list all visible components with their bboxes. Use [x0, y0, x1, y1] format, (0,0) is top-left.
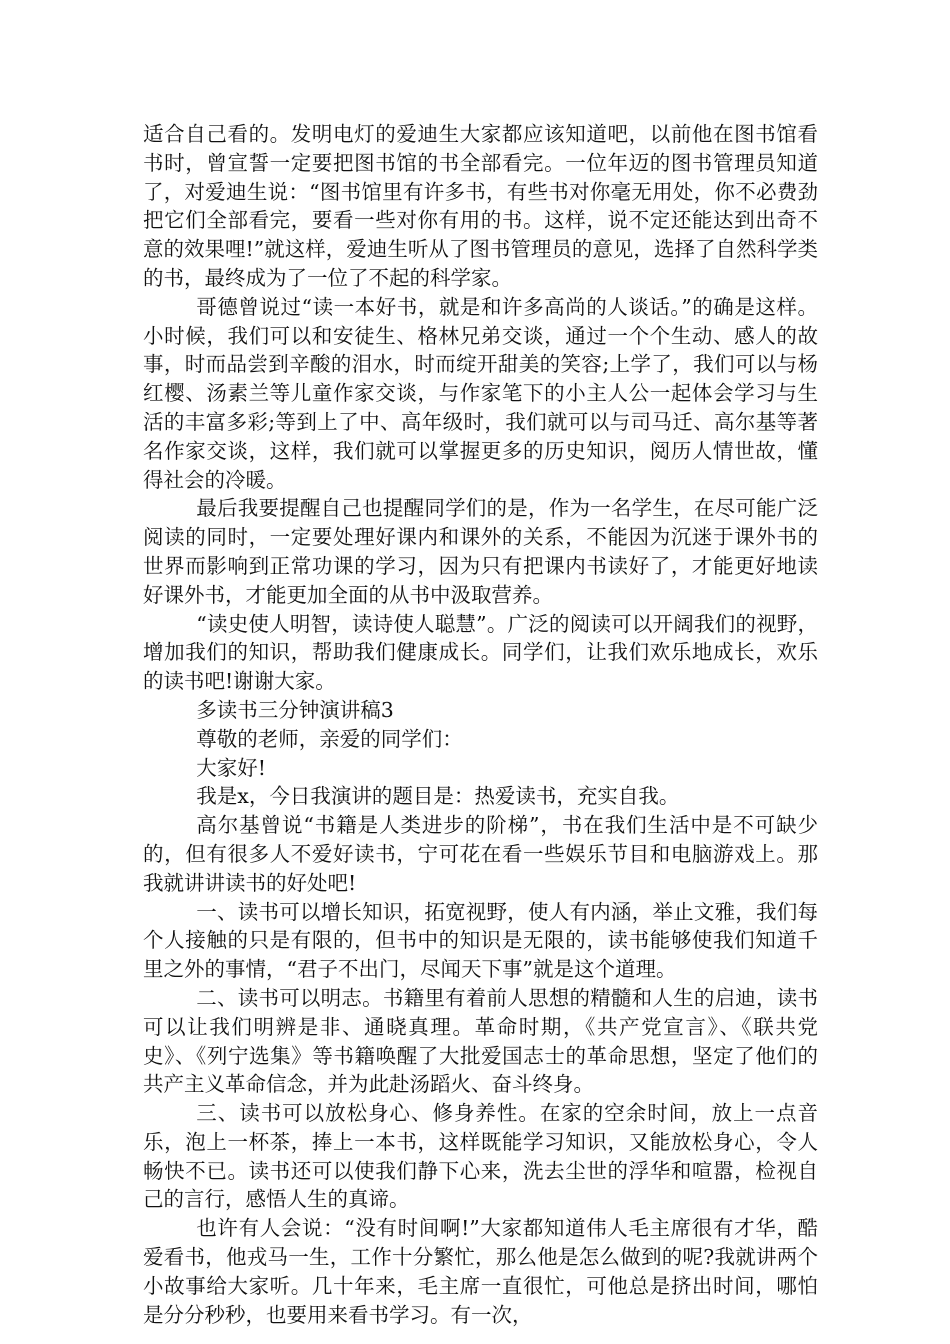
greeting: 大家好!	[196, 755, 267, 780]
document-page	[143, 120, 818, 1329]
paragraph-3: 最后我要提醒自己也提醒同学们的是，作为一名学生，在尽可能广泛阅读的同时，一定要处理好课内和课外的关系，不能因为沉迷于课外书的世界而影响到正常功课的学习，因为只有把课内书读好了，才能更好地读好课外书，才能更加全面的从书中汲取营养。	[143, 496, 818, 607]
salutation: 尊敬的老师，亲爱的同学们：	[196, 726, 463, 751]
point-one: 一、读书可以增长知识，拓宽视野，使人有内涵，举止文雅，我们每个人接触的只是有限的，但书中的知识是无限的，读书能够使我们知道千里之外的事情，“君子不出门，尽闻天下事”就是这个道理。	[143, 899, 818, 982]
paragraph-2: 哥德曾说过“读一本好书，就是和许多高尚的人谈话。”的确是这样。小时候，我们可以和安徒生、格林兄弟交谈，通过一个个生动、感人的故事，时而品尝到辛酸的泪水，时而绽开甜美的笑容;上学了，我们可以与杨红樱、汤素兰等儿童作家交谈，与作家笔下的小主人公一起体会学习与生活的丰富多彩;等到上了中、高年级时，我们就可以与司马迁、高尔基等著名作家交谈，这样，我们就可以掌握更多的历史知识，阅历人情世故，懂得社会的冷暖。	[143, 294, 818, 492]
point-two: 二、读书可以明志。书籍里有着前人思想的精髓和人生的启迪，读书可以让我们明辨是非、通晓真理。革命时期，《共产党宣言》、《联共党史》、《列宁选集》等书籍唤醒了大批爱国志士的革命思想，坚定了他们的共产主义革命信念，并为此赴汤蹈火、奋斗终身。	[143, 985, 818, 1097]
paragraph-gorky: 高尔基曾说“书籍是人类进步的阶梯”，书在我们生活中是不可缺少的，但有很多人不爱好读书，宁可花在看一些娱乐节目和电脑游戏上。那我就讲讲读书的好处吧!	[143, 813, 818, 895]
paragraph-4: “读史使人明智，读诗使人聪慧”。广泛的阅读可以开阔我们的视野，增加我们的知识，帮助我们健康成长。同学们，让我们欢乐地成长，欢乐的读书吧!谢谢大家。	[143, 611, 818, 694]
paragraph-1: 适合自己看的。发明电灯的爱迪生大家都应该知道吧，以前他在图书馆看书时，曾宣誓一定要把图书馆的书全部看完。一位年迈的图书管理员知道了，对爱迪生说：“图书馆里有许多书，有些书对你毫无用处，你不必费劲把它们全部看完，要看一些对你有用的书。这样，说不定还能达到出奇不意的效果哩!”就这样，爱迪生听从了图书管理员的意见，选择了自然科学类的书，最终成为了一位了不起的科学家。	[143, 122, 818, 290]
point-three: 三、读书可以放松身心、修身养性。在家的空余时间，放上一点音乐，泡上一杯茶，捧上一本书，这样既能学习知识，又能放松身心，令人畅快不已。读书还可以使我们静下心来，洗去尘世的浮华和喧嚣，检视自己的言行，感悟人生的真谛。	[143, 1101, 818, 1212]
speech-topic: 我是x，今日我演讲的题目是：热爱读书，充实自我。	[196, 784, 680, 809]
paragraph-mao: 也许有人会说：“没有时间啊!”大家都知道伟人毛主席很有才华，酷爱看书，他戎马一生，工作十分繁忙，那么他是怎么做到的呢?我就讲两个小故事给大家听。几十年来，毛主席一直很忙，可他总是挤出时间，哪怕是分分秒秒，也要用来看书学习。有一次，	[143, 1216, 818, 1327]
section-title: 多读书三分钟演讲稿3	[196, 697, 394, 722]
